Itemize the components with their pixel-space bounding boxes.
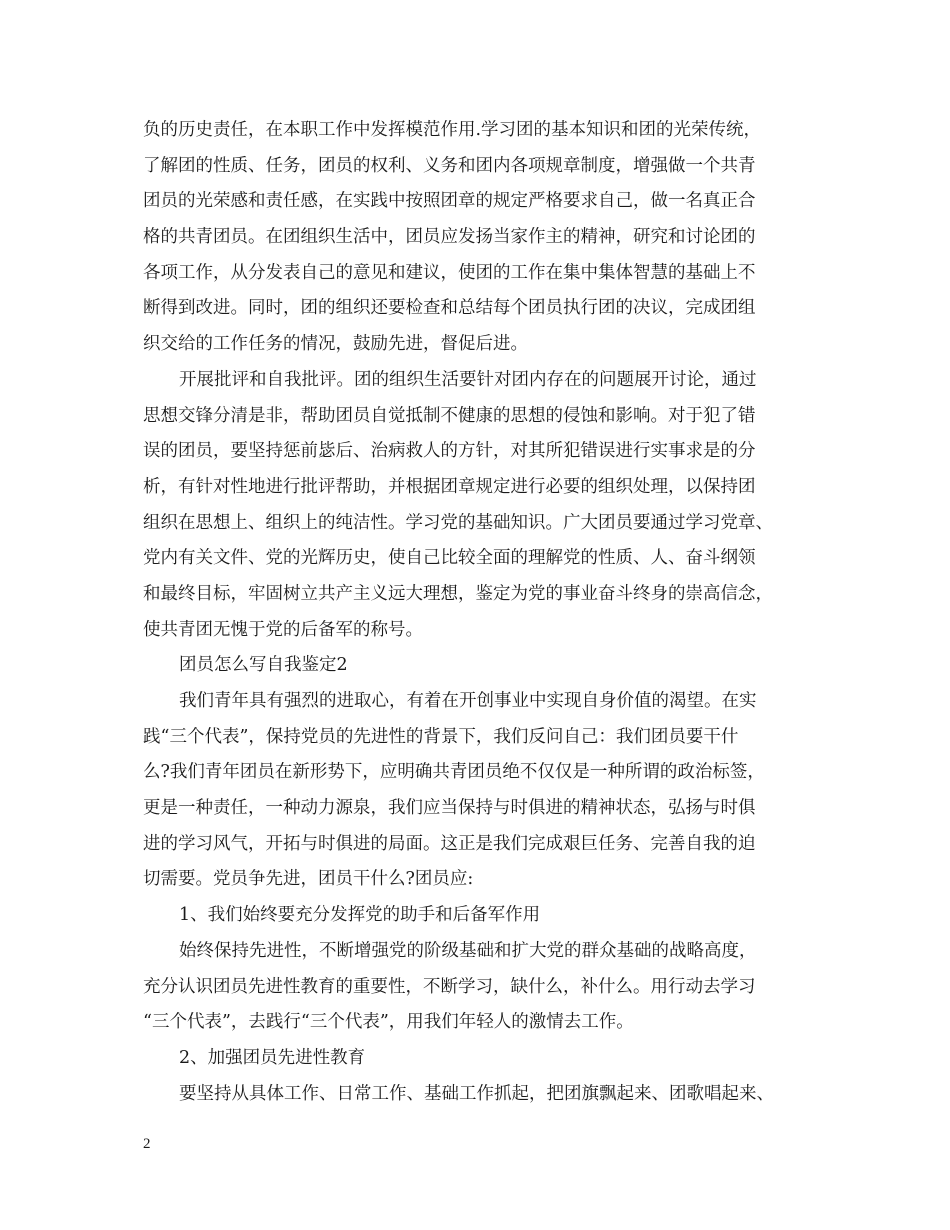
text-line: 更是一种责任，一种动力源泉，我们应当保持与时俱进的精神状态，弘扬与时俱 xyxy=(143,798,756,819)
text-line: 1、我们始终要充分发挥党的助手和后备军作用 xyxy=(179,905,541,926)
text-line: 组织在思想上、组织上的纯洁性。学习党的基础知识。广大团员要通过学习党章、 xyxy=(143,512,773,533)
text-line: 了解团的性质、任务，团员的权利、义务和团内各项规章制度，增强做一个共青 xyxy=(143,155,756,176)
text-line: 要坚持从具体工作、日常工作、基础工作抓起，把团旗飘起来、团歌唱起来、 xyxy=(179,1083,774,1104)
text-line: 么?我们青年团员在新形势下，应明确共青团员绝不仅仅是一种所谓的政治标签， xyxy=(143,762,765,783)
text-line: 团员的光荣感和责任感，在实践中按照团章的规定严格要求自己，做一名真正合 xyxy=(143,191,756,212)
text-line: 践“三个代表”，保持党员的先进性的背景下，我们反问自己：我们团员要干什 xyxy=(143,726,739,747)
document-body xyxy=(143,113,823,1112)
text-line: 格的共青团员。在团组织生活中，团员应发扬当家作主的精神，研究和讨论团的 xyxy=(143,227,756,248)
text-line: 进的学习风气，开拓与时俱进的局面。这正是我们完成艰巨任务、完善自我的迫 xyxy=(143,833,756,854)
text-line: 始终保持先进性，不断增强党的阶级基础和扩大党的群众基础的战略高度， xyxy=(179,940,757,961)
text-line: 和最终目标，牢固树立共产主义远大理想，鉴定为党的事业奋斗终身的崇高信念， xyxy=(143,583,773,604)
text-line: 断得到改进。同时，团的组织还要检查和总结每个团员执行团的决议，完成团组 xyxy=(143,298,756,319)
text-line: 2、加强团员先进性教育 xyxy=(179,1047,366,1068)
text-line: 开展批评和自我批评。团的组织生活要针对团内存在的问题展开讨论，通过 xyxy=(179,369,757,390)
text-line: 我们青年具有强烈的进取心，有着在开创事业中实现自身价值的渴望。在实 xyxy=(179,691,757,711)
text-line: “三个代表”，去践行“三个代表”，用我们年轻人的激情去工作。 xyxy=(143,1012,634,1033)
text-line: 使共青团无愧于党的后备军的称号。 xyxy=(143,619,423,640)
text-line: 织交给的工作任务的情况，鼓励先进，督促后进。 xyxy=(143,334,528,355)
text-line: 思想交锋分清是非，帮助团员自觉抵制不健康的思想的侵蚀和影响。对于犯了错 xyxy=(143,405,756,426)
text-line: 党内有关文件、党的光辉历史，使自己比较全面的理解党的性质、人、奋斗纲领 xyxy=(143,548,756,569)
text-line: 误的团员，要坚持惩前毖后、治病救人的方针，对其所犯错误进行实事求是的分 xyxy=(143,441,756,462)
text-line: 析，有针对性地进行批评帮助，并根据团章规定进行必要的组织处理，以保持团 xyxy=(143,476,756,497)
text-line: 各项工作，从分发表自己的意见和建议，使团的工作在集中集体智慧的基础上不 xyxy=(143,262,756,283)
text-line: 切需要。党员争先进，团员干什么?团员应: xyxy=(143,869,474,890)
text-line: 负的历史责任，在本职工作中发挥模范作用.学习团的基本知识和团的光荣传统， xyxy=(143,120,762,140)
page-number: 2 xyxy=(143,1136,151,1152)
text-line: 团员怎么写自我鉴定2 xyxy=(179,655,348,676)
text-line: 充分认识团员先进性教育的重要性，不断学习，缺什么，补什么。用行动去学习 xyxy=(143,976,756,997)
